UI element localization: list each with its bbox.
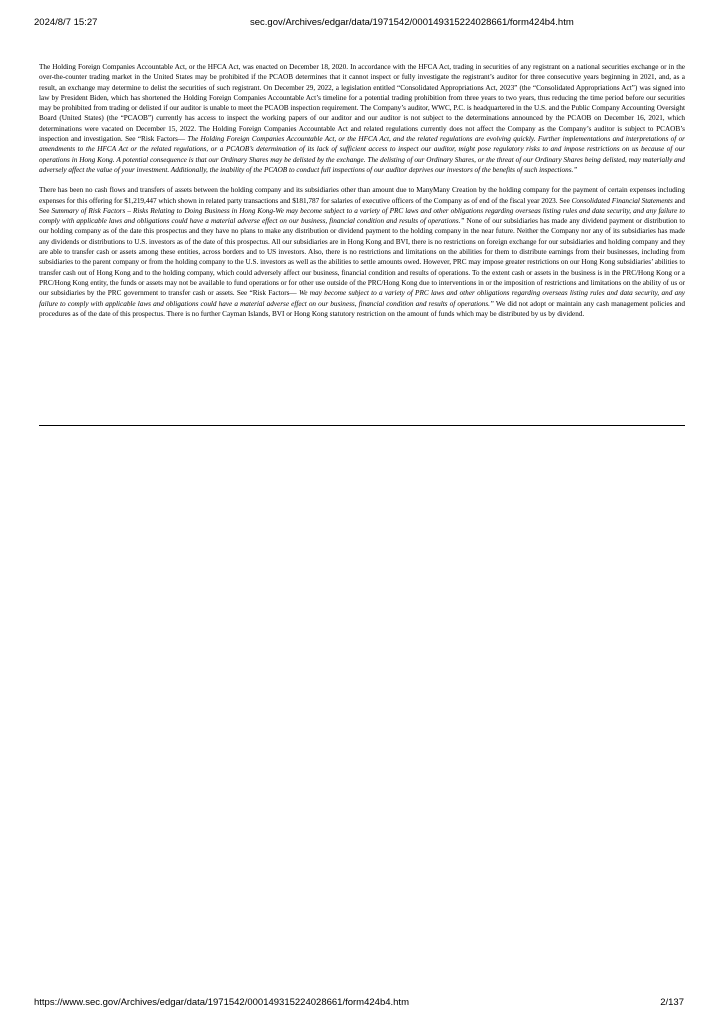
document-body <box>39 62 685 319</box>
italic-run: Consolidated Financial Statements <box>571 196 673 205</box>
text-run: We did not adopt or maintain any cash management policies and procedures as of the date of this prospectus. There is no further Cayman Islands, BVI or Hong Kong statutory restriction on the amount of funds which may be distributed by us by dividend. <box>39 299 685 318</box>
text-run: and See <box>39 196 686 215</box>
italic-run: We may become subject to a variety of PRC laws and other obligations regarding overseas listing rules and data security, and any failure to comply with applicable laws and obligations could have a material adverse effect on our business, financial condition and results of operations.” <box>39 289 685 308</box>
print-footer <box>0 997 724 1011</box>
print-header <box>0 17 724 31</box>
print-datetime: 2024/8/7 15:27 <box>34 17 98 28</box>
page-number: 2/137 <box>660 997 684 1008</box>
print-footer-url: https://www.sec.gov/Archives/edgar/data/1971542/000149315224028661/form424b4.htm <box>34 997 409 1008</box>
text-run: There has been no cash flows and transfers of assets between the holding company and its subsidiaries other than amount due to ManyMany Creation by the holding company for the payment of certain expenses including expenses for this offering for $1,219,447 which shown in related party transactions and $181,787 for salaries of executive officers of the Company as of end of the fiscal year 2023. See <box>39 186 685 205</box>
text-run: The Holding Foreign Companies Accountable Act, or the HFCA Act, was enacted on December 18, 2020. In accordance with the HFCA Act, trading in securities of any registrant on a national securities exchange or in the over-the-counter trading market in the United States may be prohibited if the PCAOB determines that it cannot inspect or fully investigate the registrant’s auditor for three consecutive years beginning in 2021, and, as a result, an exchange may determine to delist the securities of such registrant. On December 29, 2022, a legislation entitled “Consolidated Appropriations Act, 2023” (the “Consolidated Appropriations Act”) was signed into law by President Biden, which has shortened the Holding Foreign Companies Accountable Act’s timeline for a potential trading prohibition from three years to two years, thus reducing the time period before our securities may be prohibited from trading or delisted if our auditor is unable to meet the PCAOB inspection requirement. The Company’s auditor, WWC, P.C. is headquartered in the U.S. and the Public Company Accounting Oversight Board (United States) (the “PCAOB”) currently has access to inspect the working papers of our auditor and our auditor is not subject to the determinations announced by the PCAOB on December 16, 2021, which determinations were vacated on December 15, 2022. The Holding Foreign Companies Accountable Act and related regulations currently does not affect the Company as the Company’s auditor is subject to PCAOB’s inspection and investigation. See “Risk Factors— <box>39 63 685 144</box>
horizontal-rule <box>39 425 685 426</box>
italic-run: The Holding Foreign Companies Accountable Act, or the HFCA Act, and the related regulations are evolving quickly. Further implementations and interpretations of or amendments to the HFCA Act or the related regulations, or a PCAOB’s determination of its lack of sufficient access to inspect our auditor, might pose regulatory risks to and impose restrictions on us because of our operations in Hong Kong. A potential consequence is that our Ordinary Shares may be delisted by the exchange. The delisting of our Ordinary Shares, or the threat of our Ordinary Shares being delisted, may materially and adversely affect the value of your investment. Additionally, the inability of the PCAOB to conduct full inspections of our auditor deprives our investors of the benefits of such inspections.” <box>39 135 685 174</box>
paragraph-hfca-act <box>39 62 685 175</box>
paragraph-cash-flows <box>39 185 685 319</box>
text-run: None of our subsidiaries has made any dividend payment or distribution to our holding company as of the date this prospectus and they have no plans to make any distribution or dividend payment to the holding company in the near future. Neither the Company nor any of its subsidiaries has made any dividends or distributions to U.S. investors as of the date of this prospectus. All our subsidiaries are in Hong Kong and BVI, there is no restrictions on foreign exchange for our subsidiaries and holding company and they are able to transfer cash or assets among these entities, across borders and to US investors. Also, there is no restrictions and limitations on the abilities for them to distribute earnings from their businesses, including from subsidiaries to the parent company or from the holding company to the U.S. investors as well as the abilities to settle amounts owed. However, PRC may impose greater restrictions on our Hong Kong subsidiaries’ abilities to transfer cash out of Hong Kong and to the holding company, which could adversely affect our business, financial condition and results of operations. To the extent cash or assets in the business is in the PRC/Hong Kong or a PRC/Hong Kong entity, the funds or assets may not be available to fund operations or for other use outside of the PRC/Hong Kong due to interventions in or the imposition of restrictions and limitations on the ability of us or our subsidiaries by the PRC government to transfer cash or assets. See “Risk Factors— <box>39 217 685 298</box>
italic-run: Summary of Risk Factors – Risks Relating to Doing Business in Hong Kong-We may become subject to a variety of PRC laws and other obligations regarding overseas listing rules and data security, and any failure to comply with applicable laws and obligations could have a material adverse effect on our business, financial condition and results of operations.” <box>39 206 686 226</box>
print-header-url: sec.gov/Archives/edgar/data/1971542/000149315224028661/form424b4.htm <box>250 17 574 28</box>
